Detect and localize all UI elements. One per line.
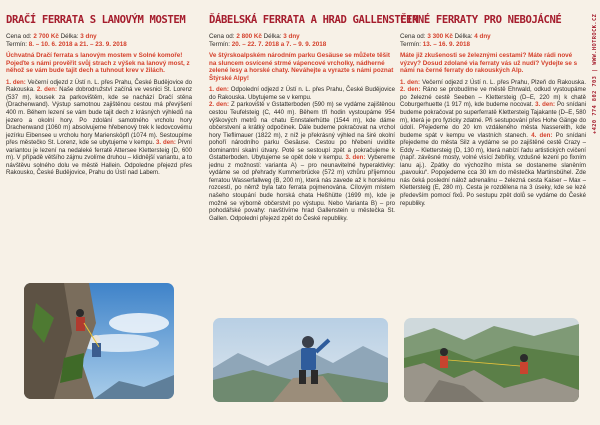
tour-meta: Cena od: 2 700 Kč Délka: 3 dny Termín: 8. – 10. 6. 2018 a 21. – 23. 9. 2018 xyxy=(6,33,127,48)
column-drachenwand xyxy=(6,14,192,177)
tour-intro: Máte již zkušenosti se železnými cestami? Máte rádi nové výzvy? Dosud zdolané via ferraty vás už nudí? Vydejte se s námi na černé ferraty do rakouských Alp. xyxy=(400,52,578,75)
tour-title: ĎÁBELSKÁ FERRATA A HRAD GALLENSTEIN xyxy=(209,14,419,26)
day-text: Večerní odjezd z Ústí n. L. přes Prahu, České Budějovice do Rakouska. xyxy=(6,78,192,94)
day-label: 2. den: xyxy=(209,101,229,109)
tour-title: DRAČÍ FERRATA S LANOVÝM MOSTEM xyxy=(6,14,186,26)
day-text: Odpolední odjezd z Ústí n. L. přes Prahu, České Budějovice do Rakouska. Ubytujeme se v kempu. xyxy=(209,86,395,101)
tour-itinerary xyxy=(209,86,395,222)
tour-meta: Cena od: 2 800 Kč Délka: 3 dny Termín: 20. – 22. 7. 2018 a 7. – 9. 9. 2018 xyxy=(209,33,327,48)
photo-climbers-drachenwand xyxy=(24,283,174,399)
day-label: 2. den: xyxy=(36,86,57,94)
tour-price: 2 700 Kč xyxy=(33,33,59,40)
tour-price: 3 300 Kč xyxy=(427,33,453,40)
tour-itinerary xyxy=(400,79,586,207)
tour-intro: Úchvatná Dračí ferrata s lanovým mostem v Solné komoře! Pojeďte s námi prověřit svůj strach z výšek na lanový most, z něhož se vám bude tajit dech a tuhnout krev v žilách. xyxy=(6,52,190,75)
day-text: Z parkoviště v Gstatterboden (590 m) se vydáme zajištěnou cestou Teufelsteig (C, 440 m). Během tří hodin vystoupáme 954 výškových metrů na chatu Ennstalerhütte (1544 m), kde dáme občerstvení a krátký odpočinek. Dále budeme pokračovat na vrchol hory Tieflimauer (1822 m), z níž je překrásný výhled na širé okolní pohoří národního parku Gesäuse. Cestou po hřebeni uvidíte dominantní skalní útvary. Poté se sestoupí zpět a pokračujeme k Gstatterboden. Ubytujeme se opět dole v kempu. xyxy=(209,101,395,162)
day-label: 3. den: xyxy=(345,154,366,162)
photo-climber-summit xyxy=(213,318,388,402)
tour-title: ČERNÉ FERRATY PRO NEBOJÁCNÉ xyxy=(400,14,562,26)
day-label: 2. den: xyxy=(400,86,421,94)
contact-sidebar: +420 774 802 703 | WWW.HOTROCK.CZ xyxy=(592,14,598,135)
tour-length: 3 dny xyxy=(283,33,300,40)
photo-climbers-ridge xyxy=(404,318,579,402)
day-label: 4. den: xyxy=(531,131,553,139)
column-black-ferratas xyxy=(400,14,586,207)
tour-price: 2 800 Kč xyxy=(236,33,262,40)
day-label: 3. den: xyxy=(535,101,556,109)
day-label: 3. den: xyxy=(156,139,176,147)
tour-term: 20. – 22. 7. 2018 a 7. – 9. 9. 2018 xyxy=(231,40,327,48)
tour-intro: Ve štýrskoalpském národním parku Gesäuse se můžete těšit na sluncem osvícené strmé vápencové vrcholky, nádherné zelené lesy a horské chaty. Neváhejte a vyrazte s námi poznat Štýrské Alpy! xyxy=(209,52,394,82)
day-label: 1. den: xyxy=(400,78,421,86)
day-text: Vybereme jednu z možností: varianta A) – pro neunavitelné hyperaktivky: vydáme se od přehrady Kummerbrücke (572 m) vzhůru příjemnou ferratou Wasserfallweg (B, 200 m), která nás zavede až k horskému rozcestí, po němž byla tato ferrata pojmenována. Cílovým místem našeho stoupání bude horská chata Heßhütte (1699 m), kde je možné se výborně občerstvit po výstupu. Nebo Varianta B) – pro pohodářské povahy: navštívíme hrad Gallenstein u městečka St. Gallen. Odpolední přejezd zpět do České republiky. xyxy=(209,154,395,222)
day-label: 1. den: xyxy=(6,78,26,86)
day-text: Ráno se probudíme ve městě Ehrwald, odkud vystoupáme po železné cestě Seeben – Klettersteig (D–E, 220 m) k chatě Coburgerhuette (1 917 m), kde budeme nocovat. xyxy=(400,86,586,109)
day-text: Naše dobrodružství začíná ve vesnici St. Lorenz (537 m), kousek za parkovištěm, kde se nachází Dračí stěna (Drachenwand). Výstup samotnou zajištěnou cestou má převýšení 400 m. Během lezení se vám bude tajit dech z krásných výhledů na jezero a okolní hory. Po zdolání samotného vrcholu hory Drachenwand (1060 m) absolvujeme hřebenový trek k ledovcovému jezírku Eibensee u vrcholu hory Mariensköpfl (1074 m). Sestoupíme přes městečko St. Lorenz, kde se ubytujeme v kempu. xyxy=(6,86,193,147)
tour-itinerary xyxy=(6,79,192,177)
tour-length: 3 dny xyxy=(80,33,97,40)
day-label: 1. den: xyxy=(209,86,229,94)
tour-length: 4 dny xyxy=(474,33,491,40)
day-text: Po snídani budeme pokračovat po superferratě Klettersteig Tajakante (D–E, 580 m), která je pro fyzicky zdatné. Při sestupování přes Hohe Gänge do údolí. Přejedeme do 20 km vzdáleného města Nassereith, kde budeme spát v kempu ve vlastních stanech. xyxy=(400,101,587,139)
column-gallenstein xyxy=(209,14,419,222)
tour-term: 8. – 10. 6. 2018 a 21. – 23. 9. 2018 xyxy=(28,40,127,48)
tour-meta: Cena od: 3 300 Kč Délka: 4 dny Termín: 13. – 16. 9. 2018 xyxy=(400,33,491,48)
day-text: První variantou je lezení na nedaleké ferratě Attersee Klettersteig (D, 600 m). V případě většího zájmu zvolíme druhou – klidnější variantu, a to návštěvu solného dolu ve městě Hallein. Odpoledne přejezd přes Rakousko, České Budějovice, Prahu do Ústí nad Labem. xyxy=(6,139,192,177)
tour-term: 13. – 16. 9. 2018 xyxy=(422,40,471,48)
day-text: Po snídani přejedeme do města Silz a vydáme se po zajištěné cestě Crazy – Eddy – Klettersteig (D, 130 m), která nabízí řadu artistických cvičení (např. závěsné mosty, volné visící žebříky, vzdušné lezení po fixním lanu aj.). Zpátky do výchozího místa se dostaneme slaněním „pavouku“. Popojedeme cca 30 km do městečka Martinsbühel. Zde nás čeká poslední nálož adrenalinu – železná cesta Kaiser – Max – Klettersteig (E, 280 m). Cesta je rozdělena na 3 úseky, kde se lezé především pomocí fixů. Po sestupu zpět dolů se vydáme do České republiky. xyxy=(400,131,587,207)
day-text: Večerní odjezd z Ústí n. L. přes Prahu, Plzeň do Rakouska. xyxy=(422,78,587,86)
